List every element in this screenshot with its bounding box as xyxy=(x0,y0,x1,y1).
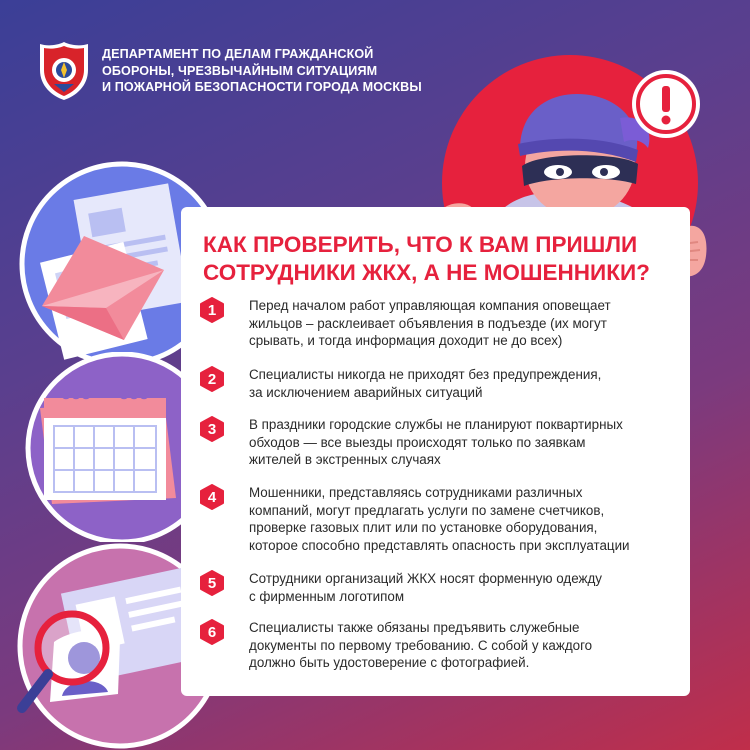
tip-text xyxy=(249,416,689,469)
tip-text xyxy=(249,366,689,401)
tip-text xyxy=(249,484,689,554)
tip-line: обходов — все выезды происходят только по заявкам xyxy=(249,434,586,450)
number-badge-value: 5 xyxy=(207,574,217,592)
exclamation-icon xyxy=(630,68,702,140)
tip-line: проверке газовых плит или по установке оборудования, xyxy=(249,520,598,536)
tip-text xyxy=(249,297,689,350)
header xyxy=(38,40,422,102)
tip-item xyxy=(199,416,689,469)
tip-line: Мошенники, представляясь сотрудниками различных xyxy=(249,485,583,500)
tip-line: документы по первому требованию. С собой у каждого xyxy=(249,637,593,653)
tip-line: должно быть удостоверение с фотографией. xyxy=(249,655,530,671)
card-title-line: КАК ПРОВЕРИТЬ, ЧТО К ВАМ ПРИШЛИ xyxy=(203,232,638,257)
tip-item xyxy=(199,619,689,672)
tip-line: срывать, и тогда информация доходит не до всех) xyxy=(249,333,563,349)
number-badge xyxy=(199,366,225,392)
tip-line: за исключением аварийных ситуаций xyxy=(249,384,483,400)
info-card xyxy=(181,207,690,696)
tip-line: с фирменным логотипом xyxy=(249,588,405,604)
number-badge-value: 4 xyxy=(207,488,217,506)
tip-line: компаний, могут предлагать услуги по замене счетчиков, xyxy=(249,502,605,518)
number-badge xyxy=(199,297,225,323)
number-badge xyxy=(199,570,225,596)
tip-line: которое способно представлять опасность при эксплуатации xyxy=(249,537,630,553)
tip-item xyxy=(199,297,689,350)
tip-line: В праздники городские службы не планируют поквартирных xyxy=(249,417,623,432)
tip-line: жителей в экстренных случаях xyxy=(249,452,441,468)
emblem-icon xyxy=(38,40,90,102)
tip-line: Специалисты также обязаны предъявить служебные xyxy=(249,620,580,635)
tip-line: Специалисты никогда не приходят без предупреждения, xyxy=(249,367,602,382)
number-badge xyxy=(199,619,225,645)
card-title-line: СОТРУДНИКИ ЖКХ, А НЕ МОШЕННИКИ? xyxy=(203,260,650,285)
department-title-line: ДЕПАРТАМЕНТ ПО ДЕЛАМ ГРАЖДАНСКОЙ xyxy=(102,47,374,62)
tip-item xyxy=(199,366,689,401)
tip-item xyxy=(199,484,689,554)
number-badge-value: 6 xyxy=(207,623,217,641)
number-badge-value: 2 xyxy=(207,370,217,388)
tip-item xyxy=(199,570,689,605)
tip-line: Перед началом работ управляющая компания оповещает xyxy=(249,298,611,313)
number-badge-value: 3 xyxy=(207,420,217,438)
tip-text xyxy=(249,619,689,672)
department-title-line: ОБОРОНЫ, ЧРЕЗВЫЧАЙНЫМ СИТУАЦИЯМ xyxy=(102,63,378,78)
tip-line: Сотрудники организаций ЖКХ носят форменную одежду xyxy=(249,571,602,586)
tip-line: жильцов – расклеивает объявления в подъезде (их могут xyxy=(249,315,607,331)
number-badge-value: 1 xyxy=(207,301,217,319)
number-badge xyxy=(199,416,225,442)
number-badge xyxy=(199,484,225,510)
tip-text xyxy=(249,570,689,605)
card-title xyxy=(203,231,650,287)
department-title-line: И ПОЖАРНОЙ БЕЗОПАСНОСТИ ГОРОДА МОСКВЫ xyxy=(102,80,422,95)
department-title xyxy=(102,46,422,96)
